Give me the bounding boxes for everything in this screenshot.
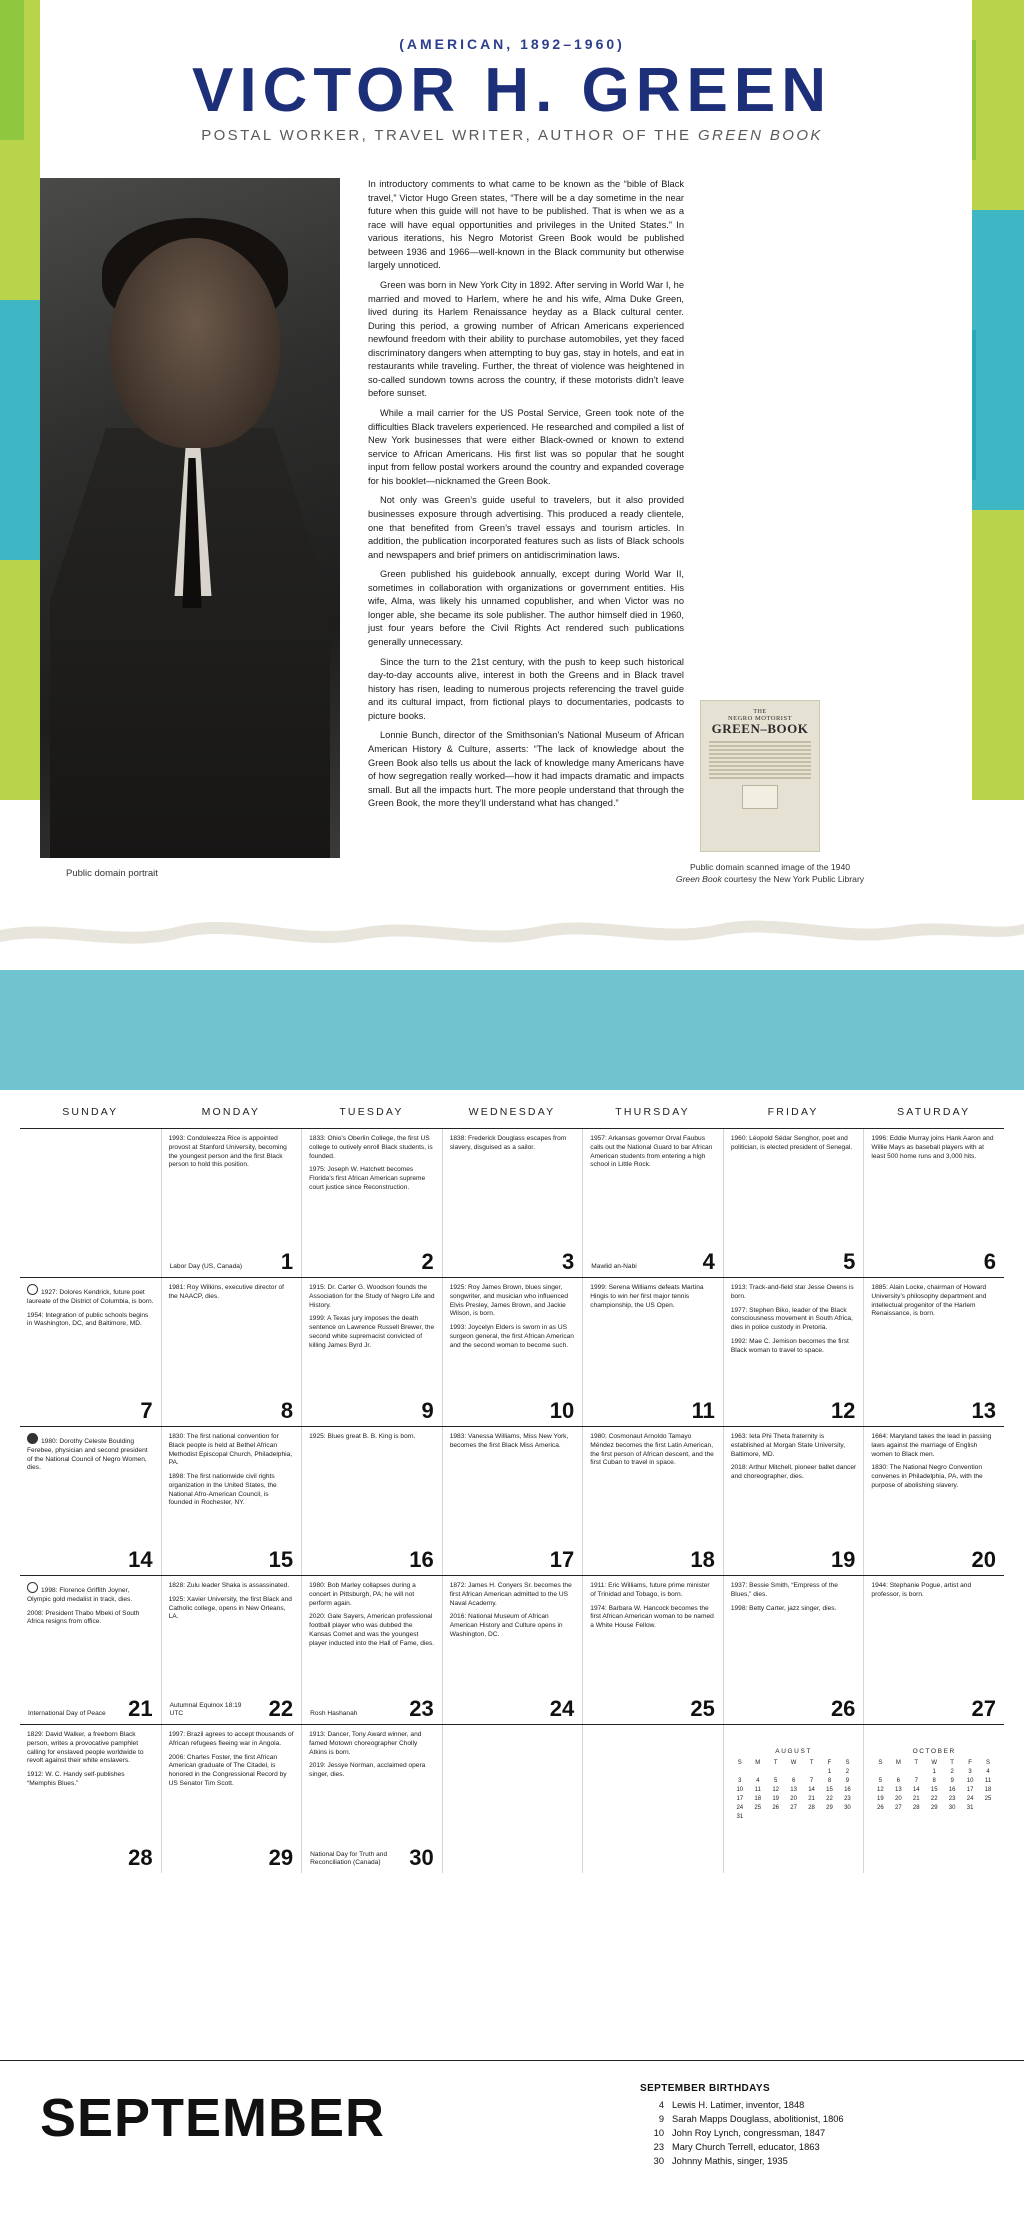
calendar-day-number: 29 [268,1845,294,1870]
day-header-friday: FRIDAY [767,1106,819,1118]
calendar-event: 2020: Gale Sayers, American professional football player who was dubbed the Kansas Comet and was the youngest player inducted into the Hall of Fame, dies. [309,1613,435,1647]
calendar-event: 1912: W. C. Handy self-publishes “Memphis Blues.” [27,1771,125,1787]
calendar-day-number: 11 [691,1398,715,1423]
day-header-wednesday: WEDNESDAY [468,1106,556,1118]
credit-line-1: Public domain scanned image of the 1940 [689,862,851,872]
birthday-text: Mary Church Terrell, educator, 1863 [672,2141,820,2152]
calendar-event: 2019: Jessye Norman, acclaimed opera singer, dies. [309,1762,426,1779]
birthdays-title: SEPTEMBER BIRTHDAYS [640,2083,771,2094]
birthdays-list [640,2099,1000,2169]
calendar-empty-cell[interactable] [723,1725,864,1873]
decorative-block-left-3 [0,560,40,800]
birthday-text: Sarah Mapps Douglass, abolitionist, 1806 [672,2113,844,2124]
calendar-day-number: 27 [971,1696,996,1721]
birthday-item [640,2127,1000,2141]
calendar-day-number: 25 [690,1696,715,1721]
calendar-empty-cell[interactable] [20,1129,161,1277]
calendar-event: 1957: Arkansas governor Orval Faubus calls out the National Guard to bar African American students from entering a high school in Little Rock. [590,1135,713,1169]
birthday-day: 4 [658,2100,664,2110]
calendar-day-number: 1 [280,1249,294,1274]
portrait-face [110,238,280,448]
calendar-holiday-note: Autumnal Equinox 18:19 UTC [169,1701,242,1717]
calendar-day-number: 23 [409,1696,434,1721]
calendar-day-number: 19 [830,1547,856,1572]
calendar-day-number: 22 [268,1696,294,1721]
calendar-day-number: 30 [409,1845,434,1870]
calendar-day-cell[interactable] [161,1725,302,1873]
decorative-block-right-2 [972,210,1024,510]
calendar-week [20,1426,1004,1575]
calendar-day-cell[interactable] [442,1129,583,1277]
credit-book-title: Green Book [675,873,722,884]
calendar-event: 1998: Betty Carter, jazz singer, dies. [730,1604,837,1612]
calendar-empty-cell[interactable] [582,1725,723,1873]
calendar-event: 1999: A Texas jury imposes the death sentence on Lawrence Russell Brewer, the second white supremacist convicted of killing James Byrd Jr. [309,1315,435,1349]
calendar-event: 1911: Eric Williams, future prime minister of Trinidad and Tobago, is born. [590,1582,710,1598]
calendar-day-number: 6 [983,1249,996,1274]
biography-paragraph: Lonnie Bunch, director of the Smithsonian’s National Museum of African American History & Culture, asserts: “The lack of knowledge about the Green Book also tells us about the lack of knowledge many Americans have of how segregation really worked—how it had impacts dramatic and impacts small. But all the impacts hurt. The more people understand that through the Green Book, the more they’ll understand what has changed.” [368,730,684,809]
calendar-day-cell[interactable] [582,1129,723,1277]
calendar-event: 1992: Mae C. Jemison becomes the first Black woman to travel to space. [730,1337,849,1354]
green-book-credit [620,862,920,885]
calendar-event: 1954: Integration of public schools begins in Washington, DC, and Baltimore, MD. [27,1311,149,1328]
calendar-event: 1983: Vanessa Williams, Miss New York, becomes the first Black Miss America. [449,1433,569,1449]
calendar-event: 1937: Bessie Smith, “Empress of the Blues,” dies. [730,1582,838,1598]
calendar-empty-cell[interactable] [442,1725,583,1873]
mini-month-october: OCTOBER S M T W T F S 1 2 3 4 5 6 7 8 9 10 11 12 13 14 15 16 17 18 19 20 21 22 23 24 25 26 27 28 29 30 31 [871,1747,997,1813]
calendar-event: 1980: Cosmonaut Arnoldo Tamayo Méndez becomes the first Latin American, the first person of African descent, and the first Cuban to travel in space. [590,1433,714,1467]
calendar-event: 1974: Barbara W. Hancock becomes the first African American woman to be named a White House Fellow. [590,1604,714,1630]
calendar-event: 2006: Charles Foster, the first African American graduate of The Citadel, is honored in the Congressional Record by US Senator Tim Scott. [168,1753,287,1787]
calendar-day-number: 21 [128,1696,153,1721]
biography-paragraph: In introductory comments to what came to be known as the “bible of Black travel,” Victor Hugo Green states, “There will be a day sometime in the near future when this guide will not have to be published. That is when we as a race will have equal opportunities and privileges in the United States.” In various iterations, his Negro Motorist Green Book would be published between 1936 and 1966—well-known in the Black community but otherwise largely unnoticed. [368,179,684,271]
calendar-event: 1997: Brazil agrees to accept thousands of African refugees fleeing war in Angola. [168,1731,294,1747]
calendar-event: 1944: Stephanie Pogue, artist and professor, is born. [871,1582,972,1598]
mini-month-august: AUGUST S M T W T F S 1 2 3 4 5 6 7 8 9 10 11 12 13 14 15 16 17 18 19 20 21 22 23 24 25 26 27 28 29 30 31 [731,1747,857,1822]
calendar-event: 1872: James H. Conyers Sr. becomes the first African American admitted to the US Naval Academy. [449,1582,572,1607]
biography-paragraph: While a mail carrier for the US Postal Service, Green took note of the difficulties Black travelers experienced. He researched and compiled a list of New York businesses that were either Black-owned or known to extend service to African Americans. His first list was so popular that he sought input from fellow postal workers around the country and expanded coverage for his booklet—nicknamed the Green Book. [368,408,684,486]
calendar-day-cell[interactable] [582,1278,723,1426]
calendar-event: 1980: Dorothy Celeste Boulding Ferebee, physician and second president of the National Council of Negro Women, dies. [27,1433,154,1473]
calendar-event: 1829: David Walker, a freeborn Black person, writes a provocative pamphlet calling for enslaved people worldwide to revolt against their white enslavers. [27,1731,144,1765]
calendar-day-number: 18 [690,1547,715,1572]
birthday-item [640,2099,1000,2113]
calendar-day-number: 4 [702,1249,715,1274]
footer-section [0,2060,1024,2220]
calendar-day-number: 12 [830,1398,856,1423]
green-book-cover-image [700,700,820,852]
calendar-day-cell[interactable] [863,1576,1004,1724]
decorative-block-right-3 [972,510,1024,800]
birthday-day: 9 [658,2113,664,2124]
decorative-block-left-4 [0,0,24,140]
portrait-caption: Public domain portrait [66,868,158,879]
cover-line-1: THE [753,709,767,715]
calendar-day-number: 9 [421,1398,434,1423]
calendar-empty-cell[interactable] [863,1725,1004,1873]
calendar-event: 1828: Zulu leader Shaka is assassinated. [168,1582,290,1589]
subject-roles [60,127,964,144]
credit-line-3: courtesy the New York Public Library [721,873,865,884]
calendar-week [20,1724,1004,1873]
birthday-day: 23 [653,2141,664,2152]
calendar-event: 1993: Condoleezza Rice is appointed provost at Stanford University, becoming the youngest person and the first Black person to hold this position. [168,1135,287,1169]
calendar-event: 2018: Arthur Mitchell, pioneer ballet dancer and choreographer, dies. [730,1464,857,1481]
calendar-day-cell[interactable] [863,1129,1004,1277]
birthday-day: 10 [653,2127,664,2138]
torn-paper-edge [0,900,1024,970]
calendar-event: 1981: Roy Wilkins, executive director of the NAACP, dies. [168,1284,285,1300]
biography-paragraph: Since the turn to the 21st century, with the push to keep such historical day-to-day accounts alive, interest in both the Greens and in Black travel history has risen, leading to numerous projects referencing the travel guide and its cultural impact, from fictional plays to documentaries, podcasts to picture books. [368,656,684,721]
calendar-day-cell[interactable] [723,1129,864,1277]
subject-roles-book: GREEN BOOK [697,127,823,145]
birthday-item [640,2113,1000,2127]
calendar-event: 1925: Blues great B. B. King is born. [309,1433,416,1440]
birthday-text: Johnny Mathis, singer, 1935 [672,2155,788,2166]
calendar-day-number: 3 [562,1249,575,1274]
calendar-day-number: 17 [549,1547,575,1572]
calendar-day-cell[interactable] [161,1576,302,1724]
calendar-day-cell[interactable] [582,1427,723,1575]
calendar-week [20,1277,1004,1426]
subject-lifespan: (AMERICAN, 1892–1960) [399,36,625,52]
calendar-event: 1898: The first nationwide civil rights organization in the United States, the National Afro-American Council, is founded in Rochester, NY. [168,1473,277,1507]
calendar-event: 1960: Léopold Sédar Senghor, poet and politician, is elected president of Senegal. [730,1135,853,1151]
calendar-event: 1980: Bob Marley collapses during a concert in Pittsburgh, PA; he will not perform again. [309,1582,416,1607]
calendar-day-cell[interactable] [20,1278,161,1426]
calendar-day-number: 10 [549,1398,575,1423]
cover-line-2: NEGRO MOTORIST [727,715,793,722]
calendar-holiday-note: National Day for Truth and Reconciliation (Canada) [310,1850,388,1866]
calendar-day-cell[interactable] [301,1129,442,1277]
calendar-day-number: 28 [128,1845,153,1870]
calendar-day-number: 2 [421,1249,434,1274]
poster-header [60,36,964,144]
calendar-event: 1830: The first national convention for Black people is held at Bethel African Methodist Episcopal Church, Philadelphia, PA. [168,1433,293,1467]
calendar-day-number: 8 [280,1398,294,1423]
teal-band [0,960,1024,1090]
calendar-holiday-note: Mawlid an-Nabi [591,1262,637,1270]
day-header-thursday: THURSDAY [615,1106,690,1118]
birthday-day: 30 [653,2155,664,2166]
biography-paragraph: Not only was Green’s guide useful to travelers, but it also provided businesses exposure through advertising. This produced a ready clientele, one that benefited from Green’s travel essays and tourism articles. In addition, the publication incorporated features such as lists of Black schools and newspapers and brief primers on antidiscrimination laws. [368,495,684,560]
calendar-event: 1913: Track-and-field star Jesse Owens is born. [730,1284,854,1300]
day-header-sunday: SUNDAY [62,1106,119,1118]
birthdays-panel [640,2083,1000,2169]
calendar-event: 2008: President Thabo Mbeki of South Africa resigns from office. [27,1609,140,1626]
birthday-text: Lewis H. Latimer, inventor, 1848 [672,2100,805,2110]
calendar-event: 1833: Ohio’s Oberlin College, the first US college to outively enroll Black students, is founded. [309,1135,433,1160]
biography-text [368,178,684,817]
calendar-day-number: 14 [128,1547,153,1572]
birthday-item [640,2155,1000,2169]
calendar-day-cell[interactable] [161,1129,302,1277]
calendar-week [20,1575,1004,1724]
decorative-block-left-2 [0,300,40,560]
calendar-weeks [20,1128,1004,1873]
calendar-day-number: 15 [268,1547,294,1572]
day-header-monday: MONDAY [201,1106,261,1118]
mini-month-title: AUGUST [775,1748,812,1755]
calendar-event: 1963: Ieta Phi Theta fraternity is established at Morgan State University, Baltimore, MD. [730,1433,846,1458]
calendar-day-cell[interactable] [442,1278,583,1426]
calendar-day-cell[interactable] [863,1278,1004,1426]
calendar-day-cell[interactable] [301,1725,442,1873]
calendar-day-headers [20,1100,1004,1128]
calendar-day-number: 20 [971,1547,996,1572]
calendar-day-cell[interactable] [723,1278,864,1426]
calendar-event: 1998: Florence Griffith Joyner, Olympic gold medalist in track, dies. [27,1582,154,1605]
calendar-event: 1913: Dancer, Tony Award winner, and famed Motown choreographer Cholly Atkins is born. [309,1731,422,1756]
calendar-holiday-note: Rosh Hashanah [310,1709,358,1717]
calendar-grid [20,1100,1004,1873]
calendar-day-cell[interactable] [442,1427,583,1575]
full-moon-icon [27,1582,38,1593]
full-moon-icon [27,1284,38,1295]
calendar-event: 1664: Maryland takes the lead in passing laws against the marriage of English women to Black men. [871,1433,992,1458]
page-title: VICTOR H. GREEN [191,56,833,125]
calendar-event: 1830: The National Negro Convention convenes in Philadelphia, PA, with the purpose of abolishing slavery. [871,1464,983,1489]
calendar-day-cell[interactable] [161,1427,302,1575]
calendar-event: 1977: Stephen Biko, leader of the Black consciousness movement in South Africa, dies in police custody in Pretoria. [730,1306,853,1332]
cover-line-3: GREEN–BOOK [711,721,809,736]
new-moon-icon [27,1433,38,1444]
calendar-event: 2016: National Museum of African American History and Culture opens in Washington, DC. [449,1613,563,1638]
day-header-saturday: SATURDAY [897,1106,971,1118]
calendar-day-cell[interactable] [301,1427,442,1575]
calendar-day-cell[interactable] [161,1278,302,1426]
calendar-event: 1925: Roy James Brown, blues singer, songwriter, and musician who influenced Elvis Presley, James Brown, and Jackie Wilson, is born. [449,1284,569,1318]
calendar-day-cell[interactable] [442,1576,583,1724]
calendar-day-number: 5 [843,1249,856,1274]
calendar-day-cell[interactable] [20,1576,161,1724]
calendar-day-cell[interactable] [301,1278,442,1426]
decorative-block-right-1 [972,0,1024,210]
calendar-event: 1975: Joseph W. Hatchett becomes Florida’s first African American supreme court justice since Reconstruction. [309,1166,426,1191]
calendar-event: 1999: Serena Williams defeats Martina Hingis to win her first major tennis championship, the US Open. [590,1284,704,1309]
calendar-day-cell[interactable] [20,1725,161,1873]
calendar-day-cell[interactable] [723,1576,864,1724]
calendar-day-cell[interactable] [723,1427,864,1575]
day-header-tuesday: TUESDAY [339,1106,404,1118]
calendar-holiday-note: International Day of Peace [28,1709,106,1717]
calendar-day-number: 16 [409,1547,434,1572]
biography-paragraph: Green was born in New York City in 1892. After serving in World War I, he married and moved to Harlem, where he and his wife, Alma Duke Green, lived during its Harlem Renaissance heyday as a Black cultural center. During this period, a growing number of African Americans experienced newfound freedom with their ability to purchase automobiles, yet they faced discriminatory dangers when attempting to buy gas, stay in hotels, and eat in restaurants while traveling. Further, the threat of violence was heightened in so-called sundown towns across the country, if these motorists didn’t leave before sunset. [368,279,684,399]
calendar-event: 1838: Frederick Douglass escapes from slavery, disguised as a sailor. [449,1135,567,1151]
birthday-item [640,2141,1000,2155]
calendar-holiday-note: Labor Day (US, Canada) [169,1262,243,1270]
calendar-week [20,1128,1004,1277]
calendar-day-number: 13 [971,1398,996,1423]
calendar-day-cell[interactable] [20,1427,161,1575]
calendar-day-number: 24 [549,1696,575,1721]
calendar-event: 1927: Dolores Kendrick, future poet laureate of the District of Columbia, is born. [27,1284,154,1307]
poster-section [0,0,1024,1090]
mini-month-title: OCTOBER [912,1748,956,1755]
subject-roles-text: POSTAL WORKER, TRAVEL WRITER, AUTHOR OF THE [201,127,698,145]
month-title: SEPTEMBER [40,2088,386,2148]
portrait-photo [40,178,340,858]
calendar-event: 1925: Xavier University, the first Black and Catholic college, opens in New Orleans, LA. [168,1595,292,1621]
biography-paragraph: Green published his guidebook annually, except during World War II, sometimes in collaboration with organizations or government entities. His wife, Alma, was likely his unnamed copublisher, and when Victor was no longer able, she became its sole publisher. The author himself died in 1960, just four years before the Civil Rights Act rendered such publications generally unnecessary. [368,569,684,647]
calendar-day-number: 7 [140,1398,153,1423]
calendar-day-cell[interactable] [863,1427,1004,1575]
calendar-event: 1915: Dr. Carter G. Woodson founds the Association for the Study of Negro Life and History. [309,1284,435,1309]
calendar-day-cell[interactable] [301,1576,442,1724]
calendar-day-cell[interactable] [582,1576,723,1724]
calendar-event: 1993: Joycelyn Elders is sworn in as US surgeon general, the first African American and the second woman to become such. [449,1324,574,1349]
cover-decorative-lines [709,741,811,779]
calendar-event: 1885: Alain Locke, chairman of Howard University’s philosophy department and intellectual progenitor of the Harlem Renaissance, is born. [871,1284,987,1318]
cover-badge [742,785,778,809]
birthday-text: John Roy Lynch, congressman, 1847 [672,2127,826,2138]
calendar-day-number: 26 [830,1696,856,1721]
calendar-event: 1996: Eddie Murray joins Hank Aaron and Willie Mays as baseball players with at least 500 home runs and 3,000 hits. [871,1135,994,1160]
